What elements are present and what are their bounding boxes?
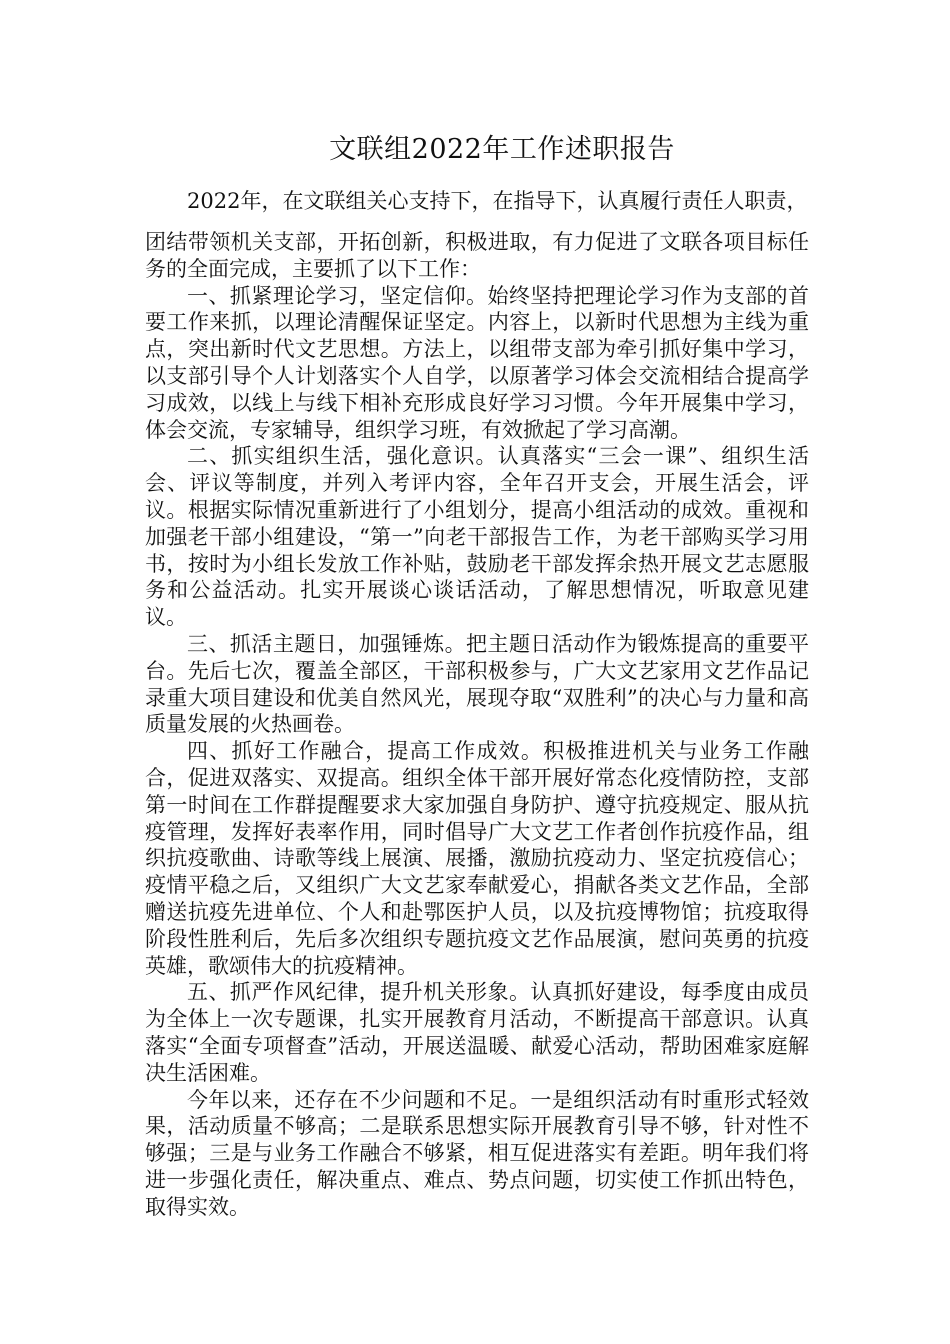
paragraph-discipline: 五、抓严作风纪律，提升机关形象。认真抓好建设，每季度由成员为全体上一次专题课，扎实开展教育月活动，不断提高干部意识。认真落实“全面专项督查”活动，开展送温暖、献爱心活动，帮助困难家庭解决生活困难。 xyxy=(145,980,809,1085)
intro-first-line: 2022年，在文联组关心支持下，在指导下，认真履行责任人职责， xyxy=(187,189,808,213)
document-title: 文联组2022年工作述职报告 xyxy=(329,134,675,165)
paragraph-work-integration: 四、抓好工作融合，提高工作成效。积极推进机关与业务工作融合，促进双落实、双提高。组织全体干部开展好常态化疫情防控，支部第一时间在工作群提醒要求大家加强自身防护、遵守抗疫规定、服从抗疫管理，发挥好表率作用，同时倡导广大文艺工作者创作抗疫作品，组织抗疫歌曲、诗歌等线上展演、展播，激励抗疫动力、坚定抗疫信心；疫情平稳之后，又组织广大文艺家奉献爱心，捐献各类文艺作品，全部赠送抗疫先进单位、个人和赴鄂医护人员，以及抗疫博物馆；抗疫取得阶段性胜利后，先后多次组织专题抗疫文艺作品展演，慰问英勇的抗疫英雄，歌颂伟大的抗疫精神。 xyxy=(145,739,809,978)
document-body xyxy=(145,229,809,1220)
paragraph-theory-study: 一、抓紧理论学习，坚定信仰。始终坚持把理论学习作为支部的首要工作来抓，以理论清醒保证坚定。内容上，以新时代思想为主线为重点，突出新时代文艺思想。方法上，以组带支部为牵引抓好集中学习，以支部引导个人计划落实个人自学，以原著学习体会交流相结合提高学习成效，以线上与线下相补充形成良好学习习惯。今年开展集中学习，体会交流，专家辅导，组织学习班，有效掀起了学习高潮。 xyxy=(145,283,809,442)
paragraph-organization-life: 二、抓实组织生活，强化意识。认真落实“三会一课”、组织生活会、评议等制度，并列入考评内容，全年召开支会，开展生活会，评议。根据实际情况重新进行了小组划分，提高小组活动的成效。重视和加强老干部小组建设，“第一”向老干部报告工作，为老干部购买学习用书，按时为小组长发放工作补贴，鼓励老干部发挥余热开展文艺志愿服务和公益活动。扎实开展谈心谈话活动，了解思想情况，听取意见建议。 xyxy=(145,444,809,630)
paragraph-shortcomings: 今年以来，还存在不少问题和不足。一是组织活动有时重形式轻效果，活动质量不够高；二是联系思想实际开展教育引导不够，针对性不够强；三是与业务工作融合不够紧，相互促进落实有差距。明年我们将进一步强化责任，解决重点、难点、势点问题，切实使工作抓出特色，取得实效。 xyxy=(145,1087,809,1219)
paragraph-theme-day: 三、抓活主题日，加强锤炼。把主题日活动作为锻炼提高的重要平台。先后七次，覆盖全部区，干部积极参与，广大文艺家用文艺作品记录重大项目建设和优美自然风光，展现夺取“双胜利”的决心与力量和高质量发展的火热画卷。 xyxy=(145,631,809,737)
intro-continuation: 团结带领机关支部，开拓创新，积极进取，有力促进了文联各项目标任务的全面完成，主要抓了以下工作： xyxy=(145,230,809,281)
